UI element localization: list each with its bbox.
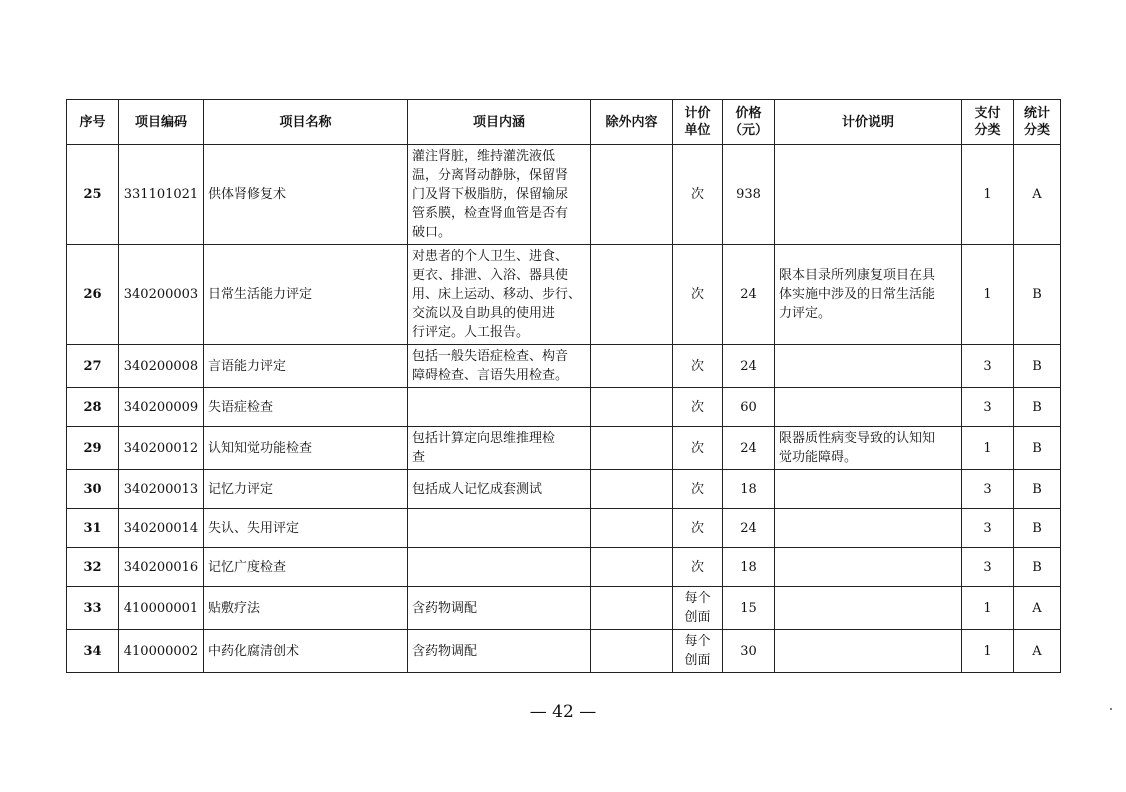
cell-content-line: 用、床上运动、移动、步行、 [412, 287, 582, 302]
cell-exclusion [591, 587, 673, 630]
cell-stat-class: B [1014, 470, 1061, 509]
cell-content-line: 障碍检查、言语失用检查。 [412, 368, 569, 383]
cell-code: 410000001 [119, 587, 204, 630]
cell-unit [673, 509, 723, 548]
cell-note [775, 345, 962, 388]
cell-note [775, 427, 962, 470]
table-row [67, 630, 1061, 673]
cell-price: 938 [723, 145, 775, 245]
header-exclusion: 除外内容 [591, 100, 673, 145]
header-unit-line: 计价 [684, 106, 711, 121]
header-note: 计价说明 [775, 100, 962, 145]
table-row [67, 388, 1061, 427]
cell-exclusion [591, 509, 673, 548]
cell-stat-class: B [1014, 245, 1061, 345]
cell-unit [673, 630, 723, 673]
cell-content [408, 145, 591, 245]
header-seq: 序号 [67, 100, 119, 145]
cell-unit-line: 创面 [684, 610, 711, 625]
cell-unit [673, 587, 723, 630]
table-row [67, 509, 1061, 548]
header-code: 项目编码 [119, 100, 204, 145]
cell-content-line: 交流以及自助具的使用进 [412, 306, 556, 321]
cell-price: 18 [723, 470, 775, 509]
cell-content-line: 行评定。人工报告。 [412, 325, 530, 340]
cell-code: 340200013 [119, 470, 204, 509]
header-row [67, 100, 1061, 145]
cell-seq: 29 [67, 427, 119, 470]
cell-note [775, 630, 962, 673]
cell-name: 认知知觉功能检查 [204, 427, 408, 470]
header-unit-line: 单位 [684, 123, 711, 138]
cell-price: 15 [723, 587, 775, 630]
cell-content-line: 对患者的个人卫生、进食、 [412, 249, 569, 264]
cell-price: 24 [723, 509, 775, 548]
header-pay-class-line: 分类 [974, 123, 1001, 138]
cell-pay-class: 1 [962, 630, 1014, 673]
header-pay-class [962, 100, 1014, 145]
cell-code: 340200003 [119, 245, 204, 345]
cell-note-line: 限本目录所列康复项目在具 [779, 268, 936, 283]
cell-content-line: 管系膜，检查肾血管是否有 [412, 206, 569, 221]
cell-content-line: 更衣、排泄、入浴、器具使 [412, 268, 569, 283]
table-row [67, 470, 1061, 509]
cell-unit-line: 创面 [684, 653, 711, 668]
cell-unit [673, 388, 723, 427]
cell-price: 30 [723, 630, 775, 673]
cell-content-line: 含药物调配 [412, 600, 478, 616]
cell-note [775, 245, 962, 345]
header-price [723, 100, 775, 145]
table-row [67, 245, 1061, 345]
cell-exclusion [591, 548, 673, 587]
cell-note [775, 470, 962, 509]
cell-note-line: 力评定。 [779, 306, 832, 321]
cell-note-line: 限器质性病变导致的认知知 [779, 431, 936, 446]
cell-unit [673, 145, 723, 245]
cell-name: 贴敷疗法 [204, 587, 408, 630]
cell-pay-class: 3 [962, 470, 1014, 509]
cell-price: 24 [723, 345, 775, 388]
cell-stat-class: B [1014, 509, 1061, 548]
cell-seq: 27 [67, 345, 119, 388]
cell-name: 记忆力评定 [204, 470, 408, 509]
cell-name: 言语能力评定 [204, 345, 408, 388]
price-table [66, 99, 1061, 673]
cell-name: 中药化腐清创术 [204, 630, 408, 673]
cell-unit-line: 每个 [684, 634, 711, 649]
cell-content [408, 388, 591, 427]
cell-pay-class: 1 [962, 145, 1014, 245]
cell-content-line: 含药物调配 [412, 643, 478, 659]
cell-unit [673, 345, 723, 388]
header-price-line: 价格 [735, 106, 762, 121]
cell-name: 日常生活能力评定 [204, 245, 408, 345]
cell-unit-line: 次 [690, 440, 704, 456]
cell-unit-line: 次 [690, 358, 704, 374]
cell-exclusion [591, 470, 673, 509]
cell-name: 失认、失用评定 [204, 509, 408, 548]
cell-unit [673, 470, 723, 509]
cell-exclusion [591, 388, 673, 427]
page-number: — 42 — [529, 702, 597, 722]
cell-pay-class: 1 [962, 427, 1014, 470]
cell-note [775, 587, 962, 630]
cell-note [775, 509, 962, 548]
cell-content [408, 587, 591, 630]
cell-stat-class: A [1014, 630, 1061, 673]
cell-content [408, 245, 591, 345]
cell-code: 340200012 [119, 427, 204, 470]
cell-code: 340200014 [119, 509, 204, 548]
cell-content-line: 包括成人记忆成套测试 [412, 481, 543, 497]
table-header [67, 100, 1061, 145]
cell-pay-class: 3 [962, 345, 1014, 388]
cell-unit-line: 次 [690, 520, 704, 536]
cell-price: 60 [723, 388, 775, 427]
cell-content [408, 470, 591, 509]
cell-name: 记忆广度检查 [204, 548, 408, 587]
cell-note-line: 觉功能障碍。 [779, 450, 858, 465]
cell-content [408, 548, 591, 587]
cell-unit-line: 次 [690, 399, 704, 415]
cell-stat-class: B [1014, 548, 1061, 587]
cell-unit [673, 427, 723, 470]
cell-seq: 34 [67, 630, 119, 673]
cell-seq: 25 [67, 145, 119, 245]
cell-content [408, 630, 591, 673]
header-stat-class-line: 分类 [1023, 123, 1050, 138]
cell-content-line: 包括一般失语症检查、构音 [412, 349, 569, 364]
cell-unit [673, 548, 723, 587]
header-stat-class-line: 统计 [1023, 106, 1050, 121]
cell-seq: 30 [67, 470, 119, 509]
cell-content-line: 温，分离肾动静脉，保留肾 [412, 168, 569, 183]
cell-content-line: 破口。 [412, 225, 452, 240]
cell-price: 18 [723, 548, 775, 587]
cell-price: 24 [723, 245, 775, 345]
cell-code: 331101021 [119, 145, 204, 245]
cell-unit-line: 每个 [684, 591, 711, 606]
cell-unit-line: 次 [690, 481, 704, 497]
cell-code: 340200016 [119, 548, 204, 587]
cell-content-line: 包括计算定向思维推理检 [412, 431, 556, 446]
cell-seq: 28 [67, 388, 119, 427]
cell-content [408, 509, 591, 548]
cell-exclusion [591, 630, 673, 673]
cell-unit-line: 次 [690, 187, 704, 202]
cell-note [775, 388, 962, 427]
cell-note-line: 体实施中涉及的日常生活能 [779, 287, 936, 302]
scan-speck [1110, 708, 1112, 710]
cell-pay-class: 3 [962, 509, 1014, 548]
table-row [67, 145, 1061, 245]
header-name: 项目名称 [204, 100, 408, 145]
cell-pay-class: 1 [962, 587, 1014, 630]
cell-content-line: 门及肾下极脂肪，保留输尿 [412, 187, 569, 202]
cell-stat-class: B [1014, 388, 1061, 427]
cell-content-line: 灌注肾脏，维持灌洗液低 [412, 149, 556, 164]
cell-content [408, 427, 591, 470]
cell-seq: 33 [67, 587, 119, 630]
table-body [67, 145, 1061, 673]
cell-code: 410000002 [119, 630, 204, 673]
cell-seq: 26 [67, 245, 119, 345]
cell-content-line: 查 [412, 450, 426, 465]
cell-stat-class: B [1014, 345, 1061, 388]
cell-unit-line: 次 [690, 559, 704, 575]
cell-pay-class: 3 [962, 548, 1014, 587]
cell-exclusion [591, 427, 673, 470]
cell-exclusion [591, 145, 673, 245]
header-unit [673, 100, 723, 145]
table-row [67, 345, 1061, 388]
cell-code: 340200009 [119, 388, 204, 427]
cell-pay-class: 1 [962, 245, 1014, 345]
header-stat-class [1014, 100, 1061, 145]
cell-stat-class: A [1014, 145, 1061, 245]
table-row [67, 587, 1061, 630]
cell-unit-line: 次 [690, 287, 704, 302]
header-content: 项目内涵 [408, 100, 591, 145]
cell-note [775, 145, 962, 245]
cell-unit [673, 245, 723, 345]
cell-note [775, 548, 962, 587]
cell-name: 供体肾修复术 [204, 145, 408, 245]
cell-pay-class: 3 [962, 388, 1014, 427]
table-row [67, 548, 1061, 587]
cell-stat-class: B [1014, 427, 1061, 470]
cell-stat-class: A [1014, 587, 1061, 630]
cell-seq: 32 [67, 548, 119, 587]
cell-price: 24 [723, 427, 775, 470]
table-row [67, 427, 1061, 470]
cell-seq: 31 [67, 509, 119, 548]
cell-exclusion [591, 245, 673, 345]
header-pay-class-line: 支付 [974, 106, 1001, 121]
cell-content [408, 345, 591, 388]
cell-code: 340200008 [119, 345, 204, 388]
cell-exclusion [591, 345, 673, 388]
header-price-line: （元） [728, 123, 768, 138]
cell-name: 失语症检查 [204, 388, 408, 427]
